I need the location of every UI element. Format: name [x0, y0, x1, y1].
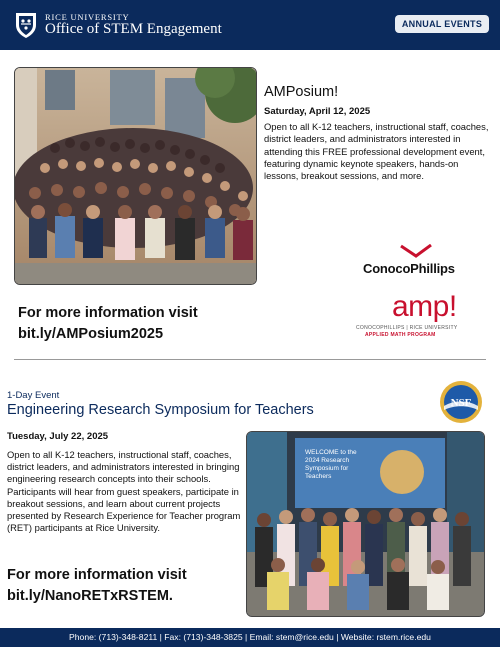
amp-logo-text: amp!	[392, 290, 457, 323]
event2-label: 1-Day Event	[7, 390, 60, 401]
svg-text:WELCOME to the 2024 Rese: WELCOME to the 2024 Research Symposium for Teachers	[305, 449, 357, 480]
amp-logo	[356, 290, 481, 342]
section-divider	[14, 359, 486, 360]
conocophillips-mark-icon	[399, 244, 433, 258]
org-name: Office of STEM Engagement	[45, 21, 222, 37]
amp-logo-program: APPLIED MATH PROGRAM	[365, 332, 436, 338]
event1-title: AMPosium!	[264, 84, 339, 100]
amposium-group-photo	[14, 67, 257, 285]
sponsor-name: ConocoPhillips	[363, 261, 455, 276]
event2-date: Tuesday, July 22, 2025	[7, 431, 109, 442]
conocophillips-logo	[357, 244, 475, 278]
header-bar	[0, 0, 500, 50]
amp-logo-subtitle: CONOCOPHILLIPS | RICE UNIVERSITY	[356, 325, 458, 331]
event1-description: Open to all K-12 teachers, instructional staff, coaches, district leaders, and administrators interested in attending this FREE professional development event, featuring dynamic keynote speakers, hands-on lessons, breakout sessions, and more.	[264, 121, 489, 182]
contact-footer: Phone: (713)-348-8211 | Fax: (713)-348-3825 | Email: stem@rice.edu | Website: rstem.rice.edu	[0, 628, 500, 647]
event2-title: Engineering Research Symposium for Teachers	[7, 402, 314, 418]
symposium-group-photo	[246, 431, 485, 617]
nsf-logo-icon	[439, 380, 483, 424]
event2-description: Open to all K-12 teachers, instructional staff, coaches, district leaders, and administrators interested in bringing engineering research concepts into their schools. Participants will hear from guest speakers, participate in breakout sessions, and learn about current projects presented by Research Experience for Teacher program (RET) participants at Rice University.	[7, 449, 241, 534]
event1-date: Saturday, April 12, 2025	[264, 106, 371, 117]
org-small-label: RICE UNIVERSITY	[45, 12, 130, 22]
event1-more-info-link[interactable]: For more information visit bit.ly/AMPosium2025	[18, 305, 198, 342]
annual-events-badge: ANNUAL EVENTS	[395, 15, 489, 33]
event2-more-info-link[interactable]: For more information visit bit.ly/NanoRETxRSTEM.	[7, 567, 187, 604]
rice-shield-icon	[14, 11, 38, 39]
nsf-logo-text: NSF	[450, 397, 472, 409]
